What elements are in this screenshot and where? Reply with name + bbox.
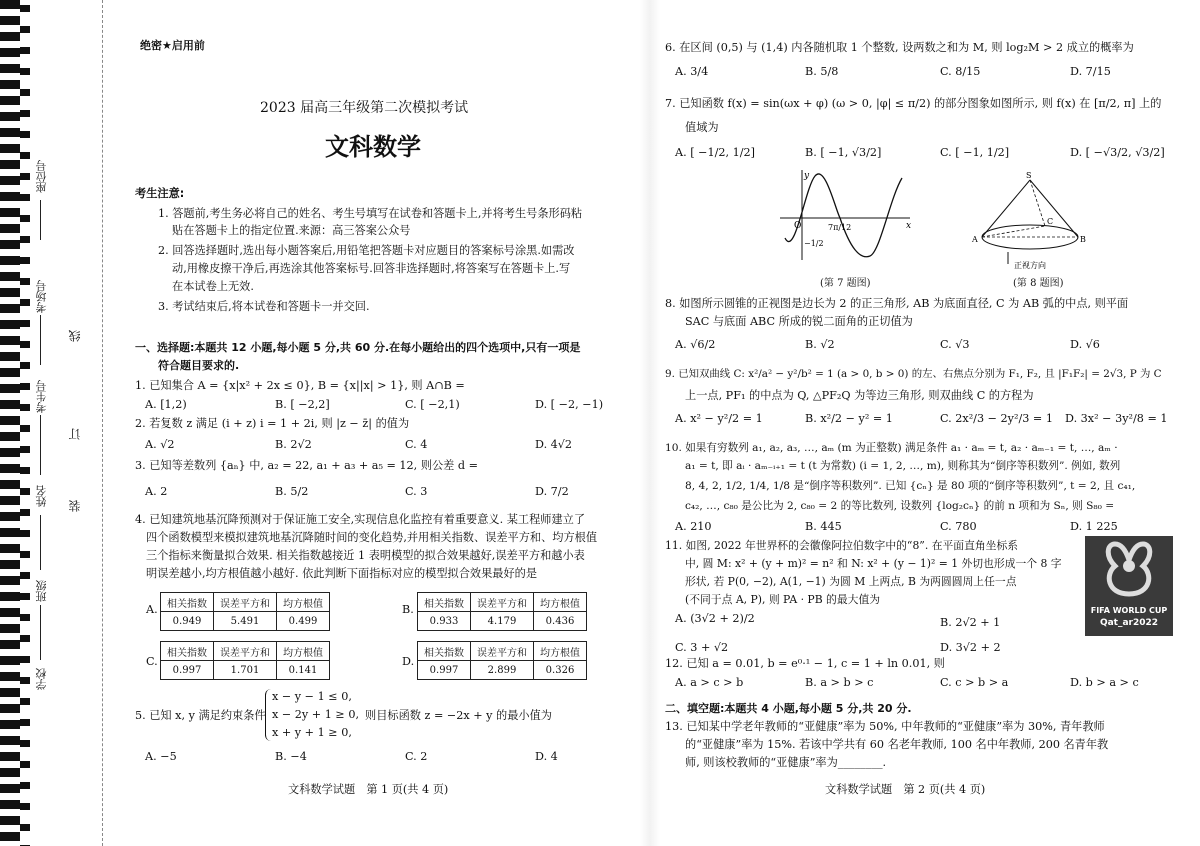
table-header: 相关指数 — [418, 642, 471, 661]
q5-constraint: x − 2y + 1 ≥ 0, — [272, 708, 359, 721]
field-name: 姓名 — [35, 485, 48, 507]
field-line — [40, 315, 41, 365]
question-9-cont: 上一点, PF₁ 的中点为 Q, △PF₂Q 为等边三角形, 则双曲线 C 的方程为 — [685, 389, 1034, 402]
fig8-view-direction: 正视方向 — [1014, 261, 1046, 270]
subject-title: 文科数学 — [325, 133, 421, 161]
binding-strip — [0, 0, 110, 846]
cone-sc — [1030, 180, 1045, 226]
logo-caption-1: FIFA WORLD CUP — [1090, 606, 1168, 615]
seal-char-mount: 装 — [68, 500, 82, 512]
table-header: 相关指数 — [161, 593, 214, 612]
q5-option-a: A. −5 — [145, 750, 177, 763]
figure-7-caption: (第 7 题图) — [820, 278, 871, 289]
field-line — [40, 515, 41, 570]
table-cell: 0.436 — [534, 612, 587, 631]
table-cell: 0.997 — [161, 661, 214, 680]
question-6: 6. 在区间 (0,5) 与 (1,4) 内各随机取 1 个整数, 设两数之和为 M, 则 log₂M > 2 成立的概率为 — [665, 41, 1134, 54]
q8-option-a: A. √6/2 — [675, 338, 716, 351]
question-11-line: 11. 如图, 2022 年世界杯的会徽像阿拉伯数字中的“8”. 在平面直角坐标系 — [665, 539, 1019, 552]
table-cell: 0.933 — [418, 612, 471, 631]
field-line — [40, 200, 41, 240]
section1-heading: 一、选择题:本题共 12 小题,每小题 5 分,共 60 分.在每小题给出的四个选项中,只有一项是 — [135, 341, 581, 354]
cone-edge — [982, 180, 1030, 237]
table-header: 均方根值 — [277, 593, 330, 612]
question-8: 8. 如图所示圆锥的正视图是边长为 2 的正三角形, AB 为底面直径, C 为 AB 弧的中点, 则平面 — [665, 297, 1129, 310]
q2-option-c: C. 4 — [405, 438, 428, 451]
question-11-line: 中, 圆 M: x² + (y + m)² = n² 和 N: x² + (y − 1)² = 1 外切也形成一个 8 字 — [685, 557, 1062, 570]
q4-table-a-label: A. — [146, 603, 158, 616]
cone-edge — [1030, 180, 1078, 237]
page-left — [130, 0, 635, 846]
table-header: 误差平方和 — [471, 642, 534, 661]
q6-option-a: A. 3/4 — [675, 65, 709, 78]
table-header: 均方根值 — [534, 593, 587, 612]
q2-option-a: A. √2 — [145, 438, 175, 451]
table-header: 误差平方和 — [214, 642, 277, 661]
notice-line: 2. 回答选择题时,选出每小题答案后,用铅笔把答题卡对应题目的答案标号涂黑.如需改 — [158, 244, 575, 257]
question-13-line: 13. 已知某中学老年教师的“亚健康”率为 50%, 中年教师的“亚健康”率为 30%, 青年教师 — [665, 720, 1105, 733]
cone-ac — [982, 226, 1045, 237]
fig8-label-a: A — [972, 235, 978, 244]
notice-line: 3. 考试结束后,将本试卷和答题卡一并交回. — [158, 300, 370, 313]
q4-table-c — [160, 641, 330, 680]
question-7: 7. 已知函数 f(x) = sin(ωx + φ) (ω > 0, |φ| ≤ π/2) 的部分图象如图所示, 则 f(x) 在 [π/2, π] 上的 — [665, 97, 1162, 110]
question-10-line: c₄₂, …, c₈₀ 是公比为 2, c₈₀ = 2 的等比数列, 设数列 {log₂cₙ} 的前 n 项和为 Sₙ, 则 S₈₀ = — [685, 500, 1115, 512]
notice-line: 贴在答题卡上的指定位置.来源：高三答案公众号 — [172, 224, 411, 237]
q3-option-a: A. 2 — [145, 485, 168, 498]
field-class: 班级 — [35, 580, 48, 602]
q12-option-a: A. a > c > b — [675, 676, 744, 689]
fig7-tick-y: −1/2 — [804, 239, 824, 248]
secret-mark: 绝密★启用前 — [140, 39, 205, 52]
fig7-y-label: y — [804, 171, 810, 181]
q6-option-b: B. 5/8 — [805, 65, 839, 78]
question-11-line: 形状, 若 P(0, −2), A(1, −1) 为圆 M 上两点, B 为两圆圆周上任一点 — [685, 575, 1017, 588]
page-fold — [640, 0, 660, 846]
q4-table-a — [160, 592, 330, 631]
q5-option-b: B. −4 — [275, 750, 307, 763]
table-cell: 4.179 — [471, 612, 534, 631]
fig8-label-s: S — [1026, 172, 1032, 180]
table-header: 均方根值 — [534, 642, 587, 661]
seal-char-bind: 订 — [68, 428, 82, 440]
q5-constraint: x + y + 1 ≥ 0, — [272, 726, 352, 739]
notice-line: 在本试卷上无效. — [172, 280, 254, 293]
figure-8-cone — [970, 172, 1100, 272]
q8-option-c: C. √3 — [940, 338, 970, 351]
page-footer: 文科数学试题 第 1 页(共 4 页) — [288, 783, 449, 796]
notice-line: 动,用橡皮擦干净后,再选涂其他答案标号.回答非选择题时,将答案写在答题卡上.写 — [172, 262, 571, 275]
q5-constraint: x − y − 1 ≤ 0, — [272, 690, 352, 703]
table-cell: 2.899 — [471, 661, 534, 680]
question-4-line: 4. 已知建筑地基沉降预测对于保证施工安全,实现信息化监控有着重要意义. 某工程师建立了 — [135, 513, 586, 526]
seal-dashed-line — [102, 0, 103, 846]
q7-option-a: A. [ −1/2, 1/2] — [675, 146, 755, 159]
q9-option-c: C. 2x²/3 − 2y²/3 = 1 — [940, 412, 1053, 425]
q11-option-a: A. (3√2 + 2)/2 — [675, 612, 755, 625]
q8-option-d: D. √6 — [1070, 338, 1100, 351]
table-header: 误差平方和 — [214, 593, 277, 612]
figure-7-sine-graph — [780, 168, 915, 263]
field-line — [40, 415, 41, 475]
table-header: 相关指数 — [418, 593, 471, 612]
fig8-label-b: B — [1080, 235, 1086, 244]
question-4-line: 三个指标来衡量拟合效果. 相关指数越接近 1 表明模型的拟合效果越好,误差平方和越小表 — [146, 549, 585, 562]
section1-heading-cont: 符合题目要求的. — [158, 359, 240, 372]
table-header: 均方根值 — [277, 642, 330, 661]
q4-table-d — [417, 641, 587, 680]
question-9: 9. 已知双曲线 C: x²/a² − y²/b² = 1 (a > 0, b > 0) 的左、右焦点分别为 F₁, F₂, 且 |F₁F₂| = 2√3, P 为 C — [665, 368, 1162, 380]
q12-option-b: B. a > b > c — [805, 676, 874, 689]
trophy-emblem-icon — [1085, 536, 1173, 604]
section2-heading: 二、填空题:本题共 4 小题,每小题 5 分,共 20 分. — [665, 702, 912, 715]
q2-option-d: D. 4√2 — [535, 438, 573, 451]
table-header: 相关指数 — [161, 642, 214, 661]
q7-option-c: C. [ −1, 1/2] — [940, 146, 1010, 159]
q5-option-c: C. 2 — [405, 750, 428, 763]
q6-option-c: C. 8/15 — [940, 65, 981, 78]
q10-option-a: A. 210 — [675, 520, 712, 533]
question-4-line: 明误差越小,均方根值越小越好. 依此判断下面指标对应的模型拟合效果最好的是 — [146, 567, 538, 580]
world-cup-logo — [1085, 536, 1173, 636]
q1-option-a: A. [1,2) — [145, 398, 187, 411]
barcode-stripes-2 — [20, 0, 30, 846]
question-10-line: a₁ = t, 即 aᵢ · aₘ₋ᵢ₊₁ = t (t 为常数) (i = 1, 2, …, m), 则称其为“倒序等积数列”. 例如, 数列 — [685, 460, 1121, 472]
q4-table-d-label: D. — [402, 655, 415, 668]
field-line — [40, 605, 41, 660]
question-13-line: 的“亚健康”率为 15%. 若该中学共有 60 名老年教师, 100 名中年教师, 200 名青年教 — [685, 738, 1109, 751]
q4-table-c-label: C. — [146, 655, 158, 668]
table-header: 误差平方和 — [471, 593, 534, 612]
q10-option-d: D. 1 225 — [1070, 520, 1118, 533]
q4-table-b-label: B. — [402, 603, 414, 616]
table-cell: 0.141 — [277, 661, 330, 680]
logo-caption-2: Qat_ar2022 — [1099, 618, 1159, 628]
page-footer: 文科数学试题 第 2 页(共 4 页) — [825, 783, 986, 796]
question-13-line: 师, 则该校教师的“亚健康”率为________. — [685, 756, 887, 769]
q9-option-d: D. 3x² − 3y²/8 = 1 — [1065, 412, 1168, 425]
fig7-tick-x: 7π/12 — [828, 223, 852, 232]
q11-option-b: B. 2√2 + 1 — [940, 616, 1001, 629]
question-2: 2. 若复数 z 满足 (i + z) i = 1 + 2i, 则 |z − z̄| 的值为 — [135, 417, 410, 430]
question-11-line: (不同于点 A, P), 则 PA · PB 的最大值为 — [685, 593, 881, 606]
q10-option-c: C. 780 — [940, 520, 977, 533]
table-cell: 0.499 — [277, 612, 330, 631]
exam-title: 2023 届高三年级第二次模拟考试 — [260, 100, 469, 116]
fig7-x-label: x — [906, 221, 912, 231]
q9-option-a: A. x² − y²/2 = 1 — [675, 412, 763, 425]
q10-option-b: B. 445 — [805, 520, 842, 533]
notice-title: 考生注意: — [135, 187, 185, 200]
q5-option-d: D. 4 — [535, 750, 558, 763]
q1-option-b: B. [ −2,2] — [275, 398, 330, 411]
table-cell: 1.701 — [214, 661, 277, 680]
table-cell: 0.326 — [534, 661, 587, 680]
seal-char-line: 线 — [68, 330, 82, 342]
question-3: 3. 已知等差数列 {aₙ} 中, a₂ = 22, a₁ + a₃ + a₅ = 12, 则公差 d = — [135, 459, 478, 472]
q3-option-c: C. 3 — [405, 485, 428, 498]
question-8-cont: SAC 与底面 ABC 所成的锐二面角的正切值为 — [685, 315, 913, 328]
q11-option-c: C. 3 + √2 — [675, 641, 729, 654]
question-7-cont: 值域为 — [685, 121, 719, 134]
fig8-label-c: C — [1047, 217, 1054, 226]
q12-option-c: C. c > b > a — [940, 676, 1009, 689]
table-cell: 0.997 — [418, 661, 471, 680]
table-cell: 5.491 — [214, 612, 277, 631]
field-school: 学校 — [35, 668, 48, 690]
q11-option-d: D. 3√2 + 2 — [940, 641, 1001, 654]
q4-table-b — [417, 592, 587, 631]
field-seat-number: 座位号 — [35, 160, 48, 193]
question-10-line: 8, 4, 2, 1/2, 1/4, 1/8 是“倒序等积数列”. 已知 {cₙ} 是 80 项的“倒序等积数列”, t = 2, 且 c₄₁, — [685, 480, 1136, 492]
question-1: 1. 已知集合 A = {x|x² + 2x ≤ 0}, B = {x||x| > 1}, 则 A∩B = — [135, 379, 465, 392]
question-5-prefix: 5. 已知 x, y 满足约束条件 — [135, 709, 266, 722]
table-cell: 0.949 — [161, 612, 214, 631]
q1-option-d: D. [ −2, −1) — [535, 398, 604, 411]
q2-option-b: B. 2√2 — [275, 438, 312, 451]
notice-line: 1. 答题前,考生务必将自己的姓名、考生号填写在试卷和答题卡上,并将考生号条形码粘 — [158, 207, 583, 220]
q3-option-b: B. 5/2 — [275, 485, 309, 498]
fig7-origin-label: O — [794, 221, 802, 231]
barcode-stripes — [0, 0, 20, 846]
q1-option-c: C. [ −2,1) — [405, 398, 460, 411]
q7-option-b: B. [ −1, √3/2] — [805, 146, 882, 159]
field-exam-number: 考生号 — [35, 380, 48, 413]
q8-option-b: B. √2 — [805, 338, 835, 351]
question-4-line: 四个函数模型来模拟建筑地基沉降随时间的变化趋势,并用相关指数、误差平方和、均方根值 — [146, 531, 598, 544]
q6-option-d: D. 7/15 — [1070, 65, 1111, 78]
q12-option-d: D. b > a > c — [1070, 676, 1139, 689]
field-room-number: 考场号 — [35, 280, 48, 313]
q3-option-d: D. 7/2 — [535, 485, 569, 498]
page-right — [665, 0, 1175, 846]
q9-option-b: B. x²/2 − y² = 1 — [805, 412, 893, 425]
question-12: 12. 已知 a = 0.01, b = e⁰·¹ − 1, c = 1 + ln 0.01, 则 — [665, 657, 945, 670]
sine-curve — [785, 174, 902, 257]
question-5-suffix: 则目标函数 z = −2x + y 的最小值为 — [365, 709, 552, 722]
question-10-line: 10. 如果有穷数列 a₁, a₂, a₃, …, aₘ (m 为正整数) 满足条件 a₁ · aₘ = t, a₂ · aₘ₋₁ = t, …, aₘ · — [665, 442, 1118, 454]
q7-option-d: D. [ −√3/2, √3/2] — [1070, 146, 1165, 159]
figure-8-caption: (第 8 题图) — [1013, 278, 1064, 289]
